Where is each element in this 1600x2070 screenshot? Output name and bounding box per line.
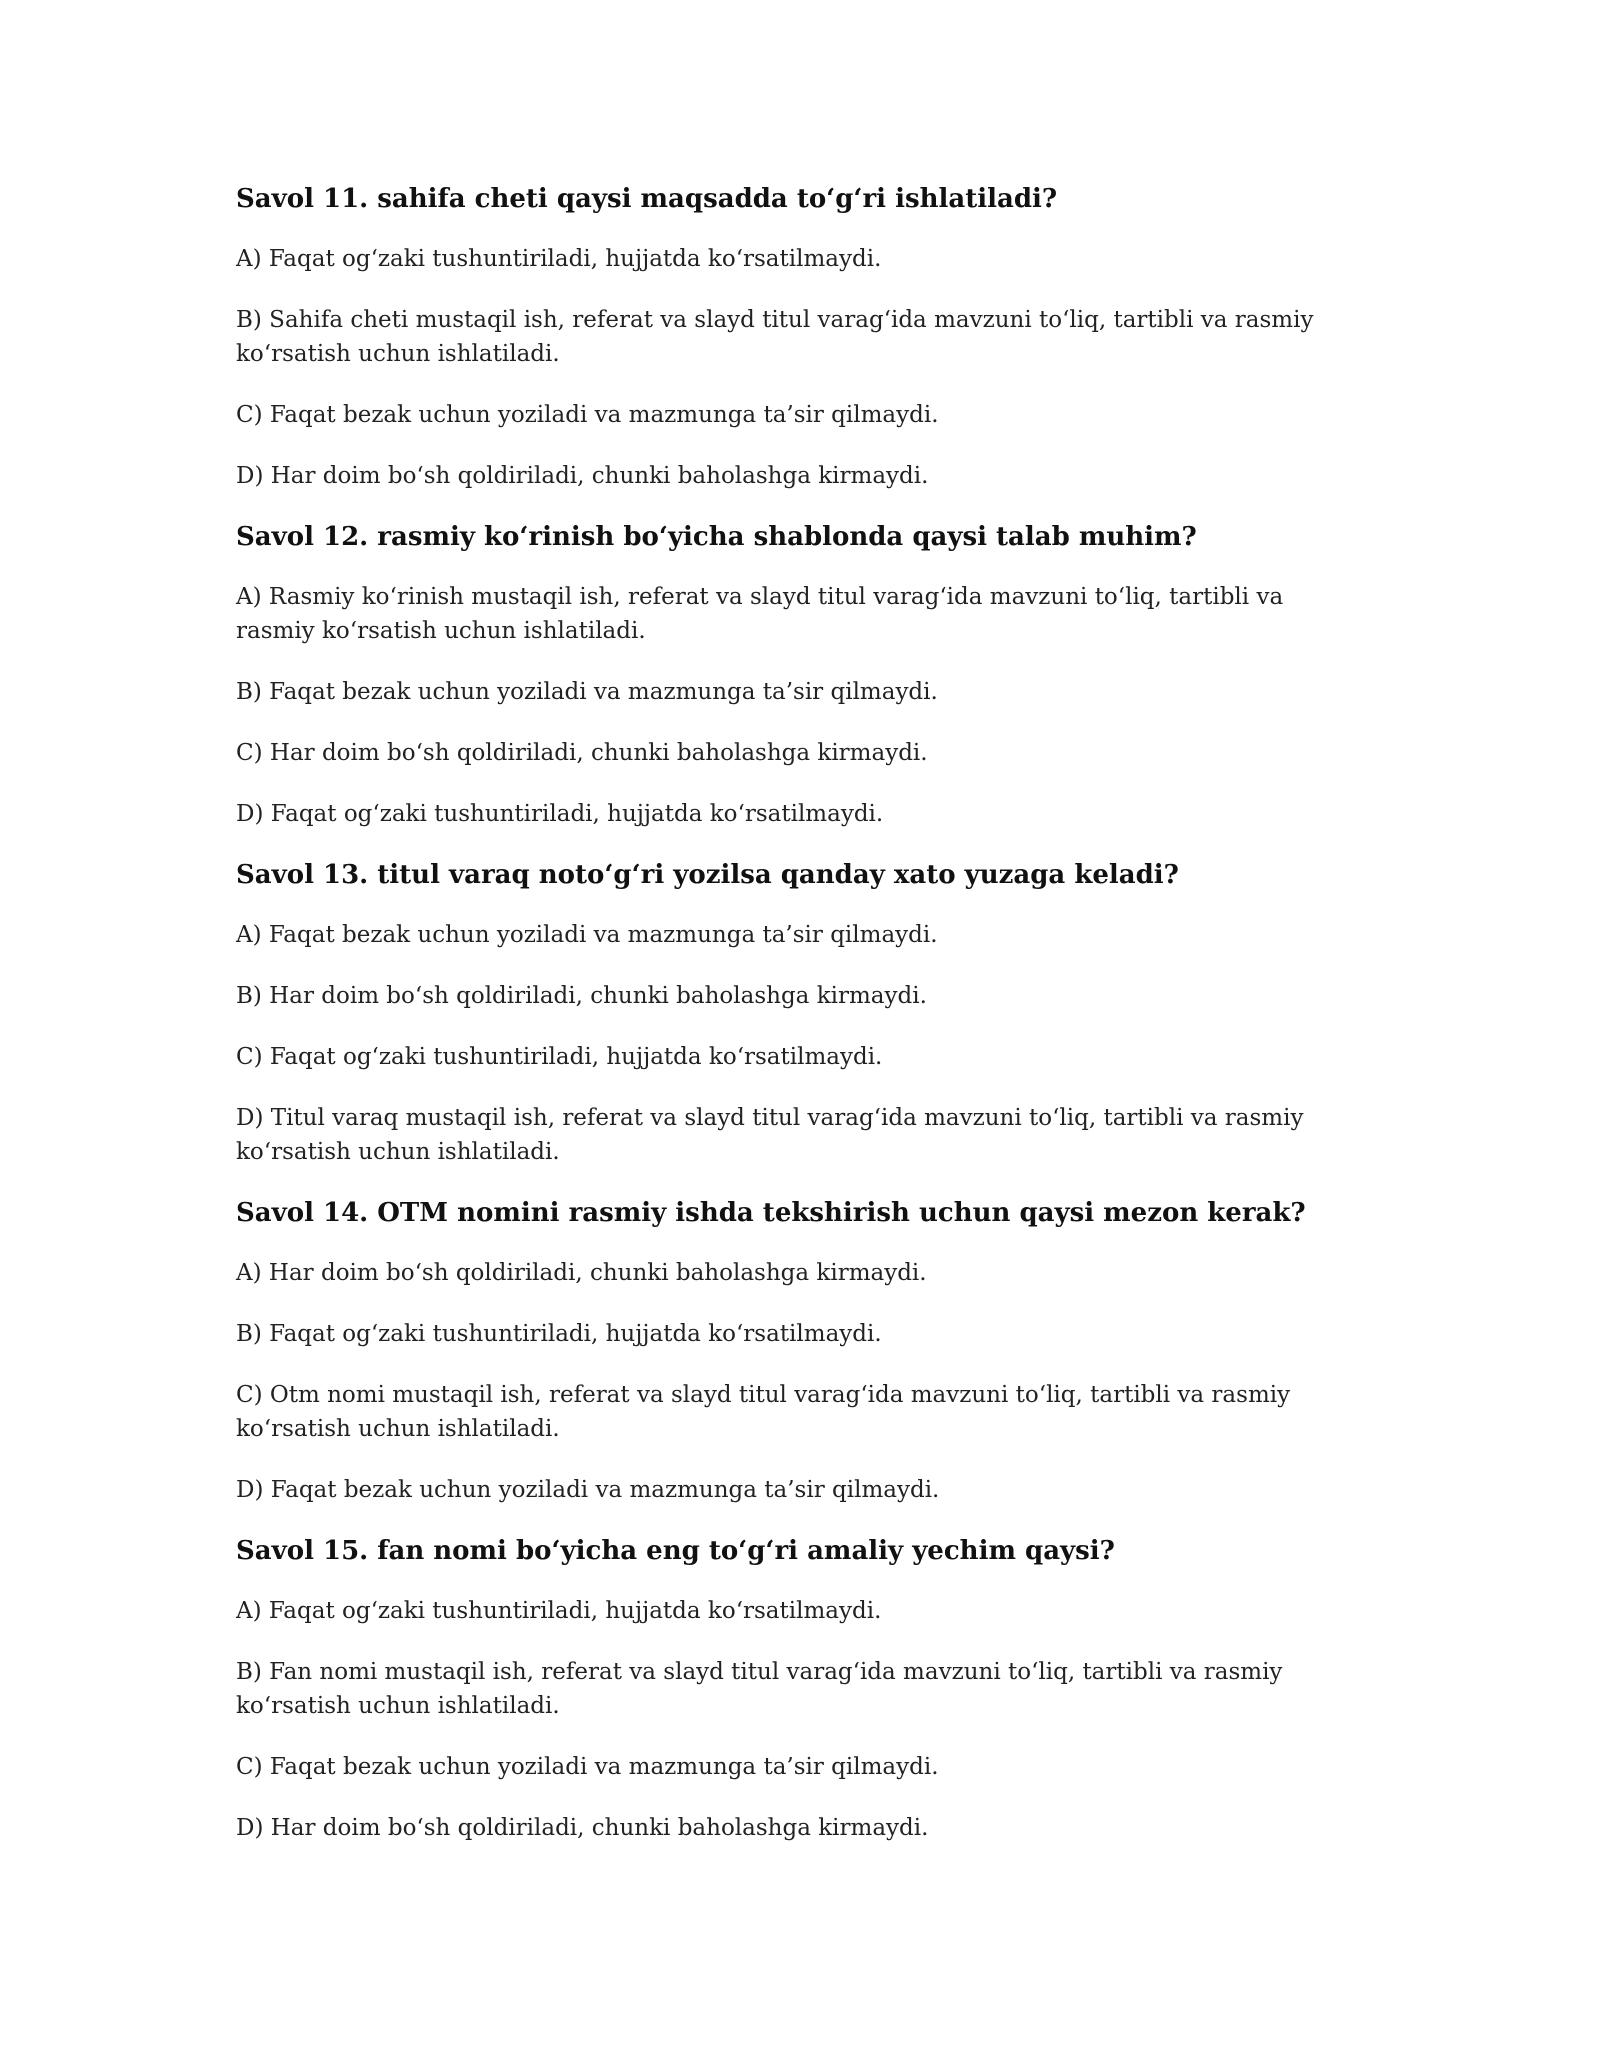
- question-12: [236, 520, 1366, 831]
- option-a: A) Rasmiy ko‘rinish mustaqil ish, referat va slayd titul varag‘ida mavzuni to‘liq, tartibli va rasmiy ko‘rsatish uchun ishlatiladi.: [236, 584, 1284, 644]
- option-d: D) Har doim bo‘sh qoldiriladi, chunki baholashga kirmaydi.: [236, 1815, 929, 1841]
- question-15: [236, 1534, 1366, 1845]
- question-title: Savol 15. fan nomi bo‘yicha eng to‘g‘ri amaliy yechim qaysi?: [236, 1536, 1115, 1566]
- question-title: Savol 14. OTM nomini rasmiy ishda tekshirish uchun qaysi mezon kerak?: [236, 1198, 1306, 1228]
- option-d: D) Faqat og‘zaki tushuntiriladi, hujjatda ko‘rsatilmaydi.: [236, 801, 884, 827]
- option-a: A) Faqat bezak uchun yoziladi va mazmunga ta’sir qilmaydi.: [236, 922, 938, 948]
- option-b: B) Faqat bezak uchun yoziladi va mazmunga ta’sir qilmaydi.: [236, 679, 938, 705]
- option-c: C) Faqat bezak uchun yoziladi va mazmunga ta’sir qilmaydi.: [236, 1754, 939, 1780]
- option-d: D) Titul varaq mustaqil ish, referat va slayd titul varag‘ida mavzuni to‘liq, tartibli va rasmiy ko‘rsatish uchun ishlatiladi.: [236, 1105, 1304, 1165]
- option-d: D) Faqat bezak uchun yoziladi va mazmunga ta’sir qilmaydi.: [236, 1477, 940, 1503]
- option-c: C) Faqat og‘zaki tushuntiriladi, hujjatda ko‘rsatilmaydi.: [236, 1044, 883, 1070]
- document-content: [236, 182, 1366, 1872]
- option-b: B) Fan nomi mustaqil ish, referat va slayd titul varag‘ida mavzuni to‘liq, tartibli va rasmiy ko‘rsatish uchun ishlatiladi.: [236, 1659, 1283, 1719]
- question-11: [236, 182, 1366, 493]
- option-b: B) Sahifa cheti mustaqil ish, referat va slayd titul varag‘ida mavzuni to‘liq, tartibli va rasmiy ko‘rsatish uchun ishlatiladi.: [236, 307, 1314, 367]
- option-a: A) Faqat og‘zaki tushuntiriladi, hujjatda ko‘rsatilmaydi.: [236, 1598, 882, 1624]
- question-title: Savol 12. rasmiy ko‘rinish bo‘yicha shablonda qaysi talab muhim?: [236, 522, 1197, 552]
- option-c: C) Har doim bo‘sh qoldiriladi, chunki baholashga kirmaydi.: [236, 740, 928, 766]
- question-title: Savol 11. sahifa cheti qaysi maqsadda to‘g‘ri ishlatiladi?: [236, 184, 1058, 214]
- question-14: [236, 1196, 1366, 1507]
- option-a: A) Har doim bo‘sh qoldiriladi, chunki baholashga kirmaydi.: [236, 1260, 927, 1286]
- option-a: A) Faqat og‘zaki tushuntiriladi, hujjatda ko‘rsatilmaydi.: [236, 246, 882, 272]
- question-13: [236, 858, 1366, 1169]
- option-c: C) Faqat bezak uchun yoziladi va mazmunga ta’sir qilmaydi.: [236, 402, 939, 428]
- option-c: C) Otm nomi mustaqil ish, referat va slayd titul varag‘ida mavzuni to‘liq, tartibli va rasmiy ko‘rsatish uchun ishlatiladi.: [236, 1382, 1291, 1442]
- question-title: Savol 13. titul varaq noto‘g‘ri yozilsa qanday xato yuzaga keladi?: [236, 860, 1179, 890]
- option-d: D) Har doim bo‘sh qoldiriladi, chunki baholashga kirmaydi.: [236, 463, 929, 489]
- option-b: B) Faqat og‘zaki tushuntiriladi, hujjatda ko‘rsatilmaydi.: [236, 1321, 882, 1347]
- option-b: B) Har doim bo‘sh qoldiriladi, chunki baholashga kirmaydi.: [236, 983, 927, 1009]
